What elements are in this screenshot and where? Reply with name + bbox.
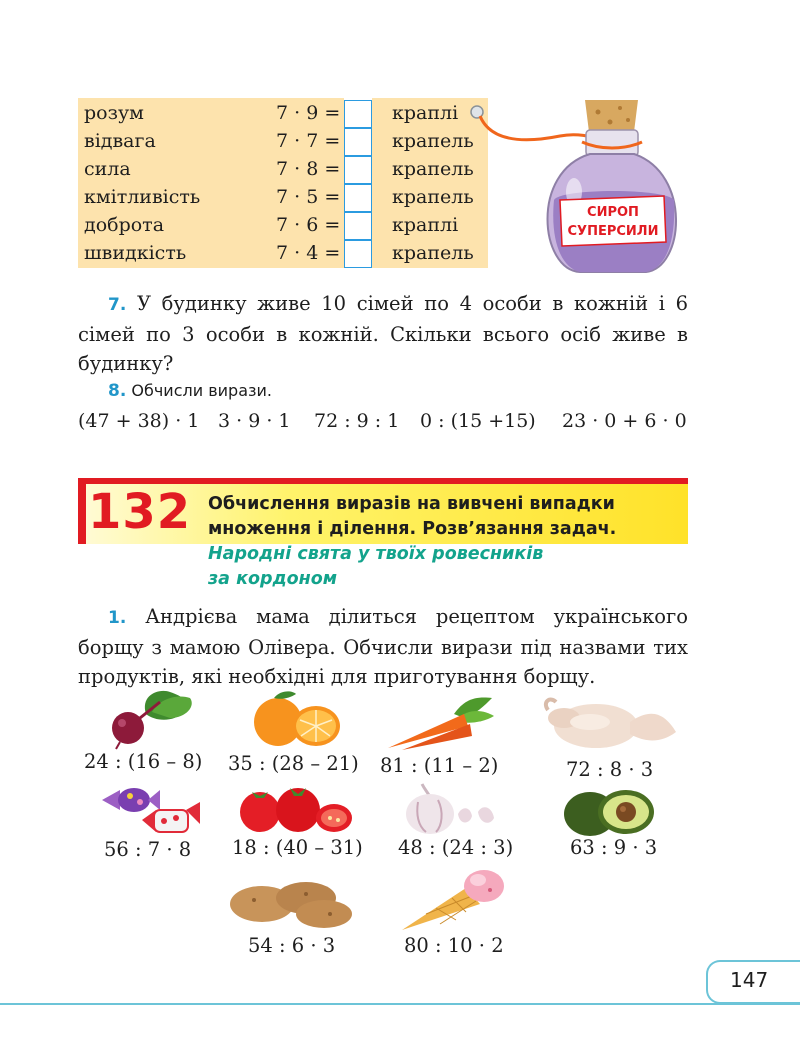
lesson-subtitle <box>208 542 543 592</box>
task-text: Андрієва мама ділиться рецептом українського борщу з мамою Олівера. Обчисли вирази під назвами тих продуктів, які необхідні для приготування борщу. <box>78 605 689 688</box>
page-number: 147 <box>730 968 769 992</box>
candy-icon <box>98 776 204 836</box>
expression: 0 : (15 +15) <box>420 410 536 432</box>
bottle-label-line2: СУПЕРСИЛИ <box>567 224 659 239</box>
quality-word: відвага <box>84 130 156 152</box>
answer-box[interactable] <box>344 128 372 156</box>
syrup-bottle-icon <box>470 92 680 282</box>
multiplication-expression: 7 · 5 = <box>276 186 341 208</box>
garlic-icon <box>396 778 504 836</box>
unit-word: краплі <box>392 214 459 236</box>
expression: (47 + 38) · 1 <box>78 410 200 432</box>
lesson-header-accent <box>78 478 86 544</box>
answer-box[interactable] <box>344 100 372 128</box>
ice-cream-icon <box>396 868 506 934</box>
bottle-label-line1: СИРОП <box>587 205 639 220</box>
lesson-title <box>208 492 616 542</box>
lesson-title-line: множення і ділення. Розв’язання задач. <box>208 519 617 539</box>
unit-word: крапель <box>392 130 474 152</box>
unit-word: крапель <box>392 158 474 180</box>
orange-icon <box>244 688 344 750</box>
food-expression: 35 : (28 – 21) <box>228 752 359 775</box>
expression: 23 · 0 + 6 · 0 <box>562 410 687 432</box>
task-8 <box>108 381 272 401</box>
task-number: 7. <box>108 295 127 315</box>
multiplication-expression: 7 · 8 = <box>276 158 341 180</box>
avocado-icon <box>560 782 660 840</box>
lesson-title-line: Обчислення виразів на вивчені випадки <box>208 494 615 514</box>
quality-word: швидкість <box>84 242 187 264</box>
unit-word: крапель <box>392 186 474 208</box>
quality-word: розум <box>84 102 144 124</box>
quality-word: кмітливість <box>84 186 201 208</box>
tomato-icon <box>236 776 356 836</box>
task-number: 8. <box>108 381 127 401</box>
multiplication-expression: 7 · 4 = <box>276 242 341 264</box>
food-expression: 24 : (16 – 8) <box>84 750 203 773</box>
table-row <box>78 100 488 128</box>
lesson-number: 132 <box>88 484 192 540</box>
expression: 72 : 9 : 1 <box>314 410 400 432</box>
table-row <box>78 128 488 156</box>
food-expression: 63 : 9 · 3 <box>570 836 658 859</box>
table-row <box>78 240 488 268</box>
quality-word: доброта <box>84 214 165 236</box>
table-row <box>78 184 488 212</box>
table-row <box>78 156 488 184</box>
food-expression: 72 : 8 · 3 <box>566 758 654 781</box>
answer-box[interactable] <box>344 184 372 212</box>
footer-line <box>0 1003 800 1005</box>
task-number: 1. <box>108 608 127 628</box>
answer-box[interactable] <box>344 212 372 240</box>
food-expression: 56 : 7 · 8 <box>104 838 192 861</box>
unit-word: краплі <box>392 102 459 124</box>
multiplication-expression: 7 · 7 = <box>276 130 341 152</box>
carrot-icon <box>384 692 496 752</box>
lesson-subtitle-line: за кордоном <box>208 569 338 589</box>
multiplication-expression: 7 · 9 = <box>276 102 341 124</box>
multiplication-expression: 7 · 6 = <box>276 214 341 236</box>
food-expression: 80 : 10 · 2 <box>404 934 504 957</box>
task-7 <box>78 289 688 378</box>
table-row <box>78 212 488 240</box>
task-text: У будинку живе 10 сімей по 4 особи в кожній і 6 сімей по 3 особи в кожній. Скільки всього осіб живе в будинку? <box>78 292 688 375</box>
answer-box[interactable] <box>344 240 372 268</box>
beet-icon <box>100 688 200 750</box>
answer-box[interactable] <box>344 156 372 184</box>
food-expression: 54 : 6 · 3 <box>248 934 336 957</box>
potato-icon <box>226 878 356 930</box>
task-text: Обчисли вирази. <box>131 381 272 400</box>
expression: 3 · 9 · 1 <box>218 410 291 432</box>
quality-word: сила <box>84 158 131 180</box>
food-expression: 48 : (24 : 3) <box>398 836 514 859</box>
expression-list <box>78 410 688 438</box>
chicken-icon <box>540 692 680 756</box>
food-expression: 81 : (11 – 2) <box>380 754 499 777</box>
food-expression: 18 : (40 – 31) <box>232 836 363 859</box>
lesson-subtitle-line: Народні свята у твоїх ровесників <box>208 544 544 564</box>
unit-word: крапель <box>392 242 474 264</box>
task-1 <box>78 602 688 691</box>
